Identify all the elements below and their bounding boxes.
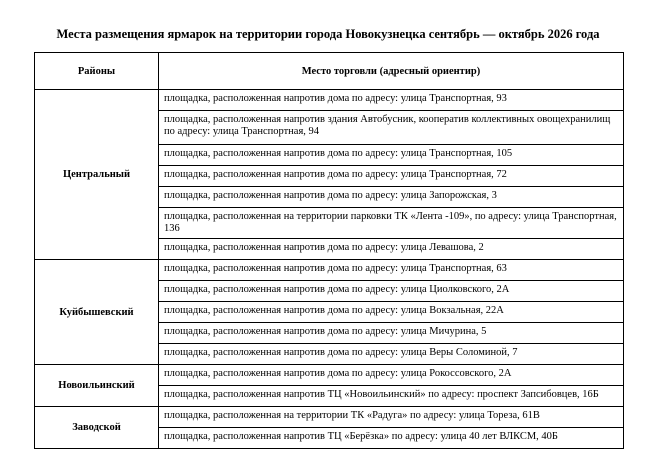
header-trade-place: Место торговли (адресный ориентир) (159, 53, 624, 90)
fair-locations-table (34, 52, 624, 449)
header-districts: Районы (35, 53, 159, 90)
place-cell: площадка, расположенная напротив ТЦ «Новоильинский» по адресу: проспект Запсибовцев, 16Б (159, 386, 624, 407)
place-cell: площадка, расположенная напротив дома по адресу: улица Левашова, 2 (159, 239, 624, 260)
place-cell: площадка, расположенная напротив дома по адресу: улица Вокзальная, 22А (159, 302, 624, 323)
place-cell: площадка, расположенная на территории ТК «Радуга» по адресу: улица Тореза, 61В (159, 407, 624, 428)
district-cell: Центральный (35, 90, 159, 260)
place-cell: площадка, расположенная напротив здания Автобусник, кооператив коллективных овощехранилищ по адресу: улица Транспортная, 94 (159, 111, 624, 145)
place-cell: площадка, расположенная напротив дома по адресу: улица Транспортная, 63 (159, 260, 624, 281)
place-cell: площадка, расположенная напротив дома по адресу: улица Транспортная, 93 (159, 90, 624, 111)
place-cell: площадка, расположенная напротив дома по адресу: улица Циолковского, 2А (159, 281, 624, 302)
table-row (35, 365, 624, 386)
district-cell: Заводской (35, 407, 159, 449)
place-cell: площадка, расположенная напротив дома по адресу: улица Веры Соломиной, 7 (159, 344, 624, 365)
table-row (35, 260, 624, 281)
place-cell: площадка, расположенная на территории парковки ТК «Лента -109», по адресу: улица Транспортная, 136 (159, 208, 624, 239)
page-title: Места размещения ярмарок на территории города Новокузнецка сентябрь — октябрь 2026 года (56, 27, 600, 41)
place-cell: площадка, расположенная напротив дома по адресу: улица Транспортная, 72 (159, 166, 624, 187)
table-row (35, 90, 624, 111)
place-cell: площадка, расположенная напротив дома по адресу: улица Запорожская, 3 (159, 187, 624, 208)
place-cell: площадка, расположенная напротив ТЦ «Берёзка» по адресу: улица 40 лет ВЛКСМ, 40Б (159, 428, 624, 449)
place-cell: площадка, расположенная напротив дома по адресу: улица Мичурина, 5 (159, 323, 624, 344)
district-cell: Куйбышевский (35, 260, 159, 365)
district-cell: Новоильинский (35, 365, 159, 407)
place-cell: площадка, расположенная напротив дома по адресу: улица Рокоссовского, 2А (159, 365, 624, 386)
table-header-row (35, 53, 624, 90)
place-cell: площадка, расположенная напротив дома по адресу: улица Транспортная, 105 (159, 145, 624, 166)
table-row (35, 407, 624, 428)
